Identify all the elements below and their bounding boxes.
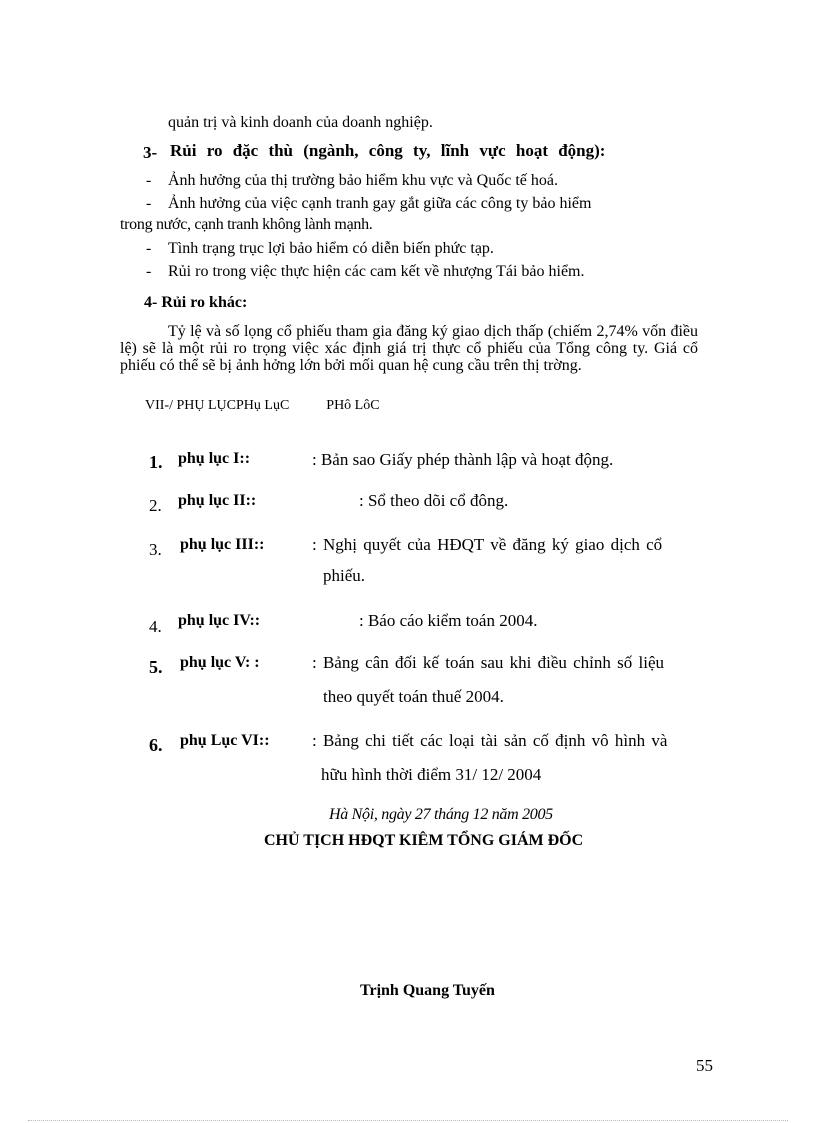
appendix-4-label: phụ lục IV::	[178, 612, 261, 629]
appendix-5-number: 5.	[149, 657, 163, 677]
appendix-1-label: phụ lục I::	[178, 450, 251, 467]
section3-dash-2: -	[146, 195, 152, 212]
appendix-2-label: phụ lục II::	[178, 492, 257, 509]
section3-dash-1: -	[146, 172, 152, 189]
appendix-5-desc: : Bảng cân đối kế toán sau khi điều chỉnh số liệu	[312, 653, 665, 672]
section3-dash-4: -	[146, 263, 152, 280]
section3-item-4: Rủi ro trong việc thực hiện các cam kết về nhượng Tái bảo hiểm.	[168, 263, 585, 280]
appendix-3-desc-cont: phiếu.	[323, 566, 366, 585]
page-bottom-rule	[28, 1120, 788, 1121]
section7-heading	[145, 398, 380, 414]
appendix-1-number: 1.	[149, 452, 163, 472]
section3-title: Rủi ro đặc thù (ngành, công ty, lĩnh vực hoạt động):	[170, 141, 606, 160]
section7-heading-part2: PHô LôC	[326, 398, 380, 413]
section4-title: 4- Rủi ro khác:	[144, 294, 248, 311]
appendix-6-label: phụ Lục VI::	[180, 732, 270, 749]
section3-dash-3: -	[146, 240, 152, 257]
signatory-name: Trịnh Quang Tuyến	[360, 982, 495, 999]
signatory-position: CHỦ TỊCH HĐQT KIÊM TỔNG GIÁM ĐỐC	[264, 832, 584, 849]
continuation-line: quản trị và kinh doanh của doanh nghiệp.	[168, 114, 433, 131]
section4-paragraph: Tỷ lệ và số lọng cổ phiếu tham gia đăng ký giao dịch thấp (chiếm 2,74% vốn điều lệ) sẽ là một rủi ro trọng việc xác định giá trị thực cổ phiếu của Tổng công ty. Giá cổ phiếu có thể sẽ bị ảnh hởng lớn bởi mối quan hệ cung cầu trên thị trờng.	[120, 323, 698, 374]
appendix-6-number: 6.	[149, 735, 163, 755]
appendix-6-desc-cont: hữu hình thời điểm 31/ 12/ 2004	[321, 765, 542, 784]
appendix-6-desc: : Bảng chi tiết các loại tài sản cố định vô hình và	[312, 731, 668, 750]
appendix-5-label: phụ lục V: :	[180, 654, 260, 671]
appendix-4-number: 4.	[149, 617, 162, 636]
section3-item-2: Ảnh hưởng của việc cạnh tranh gay gắt giữa các công ty bảo hiểm	[168, 195, 592, 212]
section7-heading-part1: VII-/ PHỤ LỤCPHụ LụC	[145, 398, 290, 413]
appendix-5-desc-cont: theo quyết toán thuế 2004.	[323, 687, 504, 706]
place-date: Hà Nội, ngày 27 tháng 12 năm 2005	[329, 806, 553, 823]
section3-item-3: Tình trạng trục lợi bảo hiểm có diễn biến phức tạp.	[168, 240, 494, 257]
appendix-3-number: 3.	[149, 540, 162, 559]
appendix-2-number: 2.	[149, 496, 162, 515]
appendix-3-desc: : Nghị quyết của HĐQT về đăng ký giao dịch cổ	[312, 535, 663, 554]
appendix-3-label: phụ lục III::	[180, 536, 265, 553]
section3-item-2-cont: trong nước, cạnh tranh không lành mạnh.	[120, 216, 373, 233]
appendix-2-desc: : Sổ theo dõi cổ đông.	[359, 491, 509, 510]
section3-number: 3-	[143, 143, 158, 162]
appendix-1-desc: : Bản sao Giấy phép thành lập và hoạt động.	[312, 450, 614, 469]
section3-item-1: Ảnh hưởng của thị trường bảo hiểm khu vực và Quốc tế hoá.	[168, 172, 558, 189]
appendix-4-desc: : Báo cáo kiểm toán 2004.	[359, 611, 538, 630]
page-number: 55	[696, 1056, 713, 1075]
